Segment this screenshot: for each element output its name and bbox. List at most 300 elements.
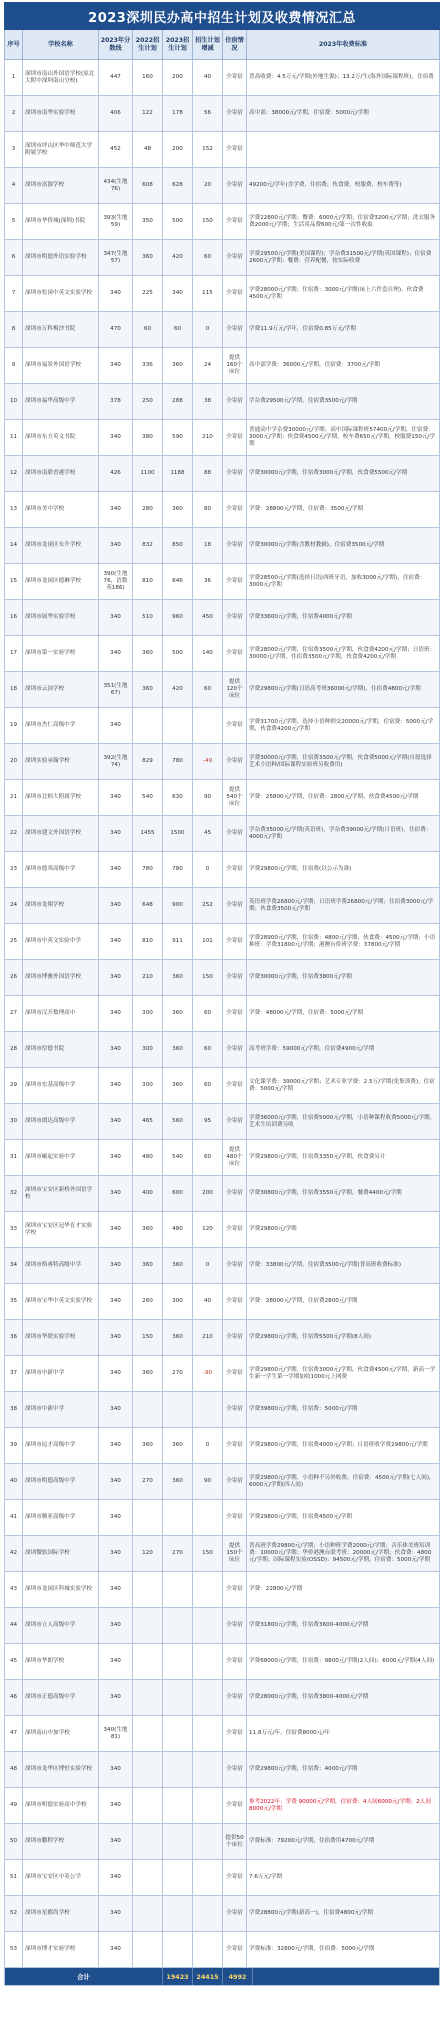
cell-change: 0 bbox=[193, 1428, 223, 1463]
cell-plan-2022: 300 bbox=[133, 996, 163, 1031]
cell-change: 140 bbox=[193, 636, 223, 671]
cell-stay: 全寄宿 bbox=[223, 1392, 247, 1427]
cell-plan-2023: 270 bbox=[163, 1356, 193, 1391]
cell-fee: 普高收费：4.5万元/学期(外地生源)；13.2万/生(海外国际课程班)，住宿费 bbox=[249, 74, 434, 81]
cell-stay: 全寄宿 bbox=[223, 132, 247, 167]
cell-score: 434(生地76) bbox=[99, 168, 133, 203]
cell-score: 406 bbox=[99, 96, 133, 131]
cell-fee: 学费30000元/学期，住宿费3500元/学期，伙食费5000元/学期(自愿选择艺术小语种/国际课程实验班另收费用) bbox=[249, 754, 432, 768]
table-row bbox=[4, 672, 440, 708]
cell-fee: 学费68000元/学期，住宿费：9800元/学期(2人间)；6000元/学期(4人间) bbox=[249, 1658, 435, 1665]
cell-plan-2023: 288 bbox=[163, 384, 193, 419]
cell-no: 28 bbox=[5, 1032, 23, 1067]
table-row bbox=[4, 1932, 440, 1968]
cell-fee: 英语班学费26800元/学期；日语班学费26800元/学期；住宿费3000元/学期；伙食费3500元/学期 bbox=[249, 898, 434, 912]
cell-plan-2022 bbox=[133, 1680, 163, 1715]
cell-fee: 学费36000元/学期，住宿费5000元/学期，小语种课程收费5000元/学期，艺术生培训费另收 bbox=[249, 1114, 436, 1128]
cell-name: 深圳市宝华中英文实验学校 bbox=[23, 1284, 99, 1319]
cell-change: 0 bbox=[193, 1248, 223, 1283]
cell-name: 深圳市宏基高级中学 bbox=[23, 1068, 99, 1103]
table-row bbox=[4, 456, 440, 492]
cell-stay: 全寄宿 bbox=[223, 564, 247, 599]
table-row bbox=[4, 924, 440, 960]
cell-name: 深圳实验承翰学校 bbox=[23, 744, 99, 779]
cell-stay: 全寄宿 bbox=[223, 996, 247, 1031]
header-fee: 2023年收费标准 bbox=[318, 40, 368, 48]
cell-fee: 学费29800元/学期，住宿费5500元/学期(8人间) bbox=[249, 1334, 372, 1341]
cell-stay: 全寄宿 bbox=[223, 276, 247, 311]
cell-fee: 7.6万元/学期 bbox=[249, 1874, 283, 1881]
header-change: 招生计划增减 bbox=[193, 30, 223, 59]
cell-plan-2023: 560 bbox=[163, 1104, 193, 1139]
cell-no: 26 bbox=[5, 960, 23, 995]
cell-change: 150 bbox=[193, 204, 223, 239]
cell-plan-2022: 380 bbox=[133, 420, 163, 455]
cell-change: 36 bbox=[193, 564, 223, 599]
cell-score: 340 bbox=[99, 1464, 133, 1499]
table-row bbox=[4, 708, 440, 744]
cell-change: 120 bbox=[193, 1212, 223, 1247]
cell-plan-2022: 810 bbox=[133, 564, 163, 599]
cell-no: 24 bbox=[5, 888, 23, 923]
cell-plan-2023 bbox=[163, 1680, 193, 1715]
header-name: 学校名称 bbox=[23, 30, 99, 59]
cell-change: 45 bbox=[193, 816, 223, 851]
cell-plan-2022: 360 bbox=[133, 1248, 163, 1283]
cell-plan-2022 bbox=[133, 1500, 163, 1535]
table-row bbox=[4, 1428, 440, 1464]
cell-plan-2022: 270 bbox=[133, 1464, 163, 1499]
table-row bbox=[4, 1248, 440, 1284]
cell-no: 33 bbox=[5, 1212, 23, 1247]
cell-change: 24 bbox=[193, 348, 223, 383]
table-row bbox=[4, 1068, 440, 1104]
cell-score: 340 bbox=[99, 1680, 133, 1715]
cell-change bbox=[193, 1932, 223, 1967]
cell-name: 深圳市明德实验高中学校 bbox=[23, 1788, 99, 1823]
cell-no: 42 bbox=[5, 1536, 23, 1571]
cell-change: 60 bbox=[193, 1140, 223, 1175]
cell-stay: 全寄宿 bbox=[223, 240, 247, 275]
cell-stay: 提供50个床位 bbox=[223, 1824, 247, 1859]
cell-name: 深圳市龙岗区科城实验学校 bbox=[23, 1572, 99, 1607]
cell-plan-2023: 420 bbox=[163, 240, 193, 275]
cell-fee: 学费28000元/学期；住宿费：3000元/学期(床上六件套自理)，伙食费4500元/学期 bbox=[249, 286, 424, 300]
table-row bbox=[4, 1392, 440, 1428]
cell-no: 16 bbox=[5, 600, 23, 635]
cell-fee: 学费：33800元/学期，住宿费3500元/学期(普高班收费标准) bbox=[249, 1262, 402, 1269]
cell-no: 2 bbox=[5, 96, 23, 131]
cell-plan-2022: 360 bbox=[133, 1356, 163, 1391]
cell-name: 深圳市第一实验学校 bbox=[23, 636, 99, 671]
cell-plan-2023: 630 bbox=[163, 780, 193, 815]
cell-name: 深圳市富源学校 bbox=[23, 168, 99, 203]
cell-plan-2022 bbox=[133, 1644, 163, 1679]
cell-plan-2023: 590 bbox=[163, 420, 193, 455]
cell-plan-2023: 500 bbox=[163, 636, 193, 671]
cell-no: 52 bbox=[5, 1896, 23, 1931]
cell-score: 340(生地81) bbox=[99, 1716, 133, 1751]
cell-change: 252 bbox=[193, 888, 223, 923]
cell-stay: 提供160个床位 bbox=[223, 348, 247, 383]
cell-score: 340 bbox=[99, 960, 133, 995]
table-row bbox=[4, 1896, 440, 1932]
cell-fee: 学费31800元/学期，住宿费3600-4000元/学期 bbox=[249, 1622, 369, 1629]
cell-stay: 全寄宿 bbox=[223, 1032, 247, 1067]
cell-no: 45 bbox=[5, 1644, 23, 1679]
cell-plan-2022: 465 bbox=[133, 1104, 163, 1139]
cell-score: 452 bbox=[99, 132, 133, 167]
cell-name: 深圳市展华实验学校 bbox=[23, 600, 99, 635]
cell-no: 35 bbox=[5, 1284, 23, 1319]
cell-plan-2023: 360 bbox=[163, 1428, 193, 1463]
cell-change: 18 bbox=[193, 528, 223, 563]
table-row bbox=[4, 1680, 440, 1716]
cell-fee: 学费29800元/学期，住宿费3000元/学期，伙食费4500元/学期，新高一学生新一学生第一学期加收1000元上网费 bbox=[249, 1366, 436, 1380]
cell-score: 340 bbox=[99, 1644, 133, 1679]
cell-plan-2023: 200 bbox=[163, 60, 193, 95]
cell-plan-2023: 1500 bbox=[163, 816, 193, 851]
cell-plan-2022: 260 bbox=[133, 1284, 163, 1319]
total-2022: 19423 bbox=[163, 1968, 193, 1985]
table-row bbox=[4, 1176, 440, 1212]
cell-plan-2022 bbox=[133, 1392, 163, 1427]
cell-no: 5 bbox=[5, 204, 23, 239]
cell-score: 340 bbox=[99, 528, 133, 563]
table-row bbox=[4, 1572, 440, 1608]
cell-plan-2022 bbox=[133, 1716, 163, 1751]
cell-name: 深圳市德邦高级中学 bbox=[23, 852, 99, 887]
cell-name: 深圳市明德外语实验学校 bbox=[23, 240, 99, 275]
table-row bbox=[4, 204, 440, 240]
cell-fee: 学费：48000元/学期，住宿费：5000元/学期 bbox=[249, 1010, 364, 1017]
table-row bbox=[4, 600, 440, 636]
cell-score: 340 bbox=[99, 1752, 133, 1787]
cell-no: 39 bbox=[5, 1428, 23, 1463]
cell-no: 22 bbox=[5, 816, 23, 851]
cell-stay: 全寄宿 bbox=[223, 96, 247, 131]
cell-score: 340 bbox=[99, 780, 133, 815]
cell-stay: 全寄宿 bbox=[223, 924, 247, 959]
cell-plan-2023: 60 bbox=[163, 312, 193, 347]
table-row bbox=[4, 1104, 440, 1140]
cell-no: 17 bbox=[5, 636, 23, 671]
table-row bbox=[4, 816, 440, 852]
cell-no: 40 bbox=[5, 1464, 23, 1499]
cell-change: 210 bbox=[193, 1320, 223, 1355]
cell-plan-2022: 608 bbox=[133, 168, 163, 203]
cell-name: 深圳市北师大附属学校 bbox=[23, 780, 99, 815]
cell-fee: 高考班学费：59000元/学期，住宿费4900元/学期 bbox=[249, 1046, 375, 1053]
cell-change: 56 bbox=[193, 96, 223, 131]
cell-name: 深圳市格睿特高级中学 bbox=[23, 1248, 99, 1283]
table-row bbox=[4, 564, 440, 600]
cell-fee: 学费29800元/学期，住宿费：4000元/学期 bbox=[249, 1766, 358, 1773]
cell-fee: 学费28800元/学期(新高一)，住宿费4800元/学期 bbox=[249, 1910, 374, 1917]
cell-name: 深圳市建文外国语学校 bbox=[23, 816, 99, 851]
cell-score: 390(生地76，语数英186) bbox=[99, 564, 133, 599]
cell-name: 深圳市杰仁高级中学 bbox=[23, 708, 99, 743]
cell-plan-2022: 510 bbox=[133, 600, 163, 635]
cell-no: 38 bbox=[5, 1392, 23, 1427]
cell-fee: 学费22800元/学期；餐费：6000元/学期；住宿费3200元/学期；洗衣服务费2000元/学期；生活用品费600元/第一次性收取 bbox=[249, 214, 436, 228]
table-row bbox=[4, 1032, 440, 1068]
cell-no: 9 bbox=[5, 348, 23, 383]
cell-stay: 全寄宿 bbox=[223, 1284, 247, 1319]
cell-score: 340 bbox=[99, 420, 133, 455]
table-row bbox=[4, 60, 440, 96]
cell-name: 深圳市正德高级中学 bbox=[23, 1680, 99, 1715]
cell-no: 37 bbox=[5, 1356, 23, 1391]
cell-stay: 全寄宿 bbox=[223, 1896, 247, 1931]
cell-stay: 全寄宿 bbox=[223, 744, 247, 779]
cell-stay: 全寄宿 bbox=[223, 204, 247, 239]
cell-plan-2022: 829 bbox=[133, 744, 163, 779]
cell-stay: 全寄宿 bbox=[223, 1752, 247, 1787]
cell-plan-2023: 178 bbox=[163, 96, 193, 131]
cell-change: 88 bbox=[193, 456, 223, 491]
cell-no: 1 bbox=[5, 60, 23, 95]
cell-fee: 高中部：38000元/学期，住宿费：5000元/学期 bbox=[249, 110, 369, 117]
cell-fee: 普通高中学杂费30000元/学期；高中国际课程班57400元/学期，住宿费：3000元/学期；伙食费4500元/学期，校车费650元/学期，校服费150元/学期 bbox=[249, 427, 436, 447]
cell-score: 340 bbox=[99, 1572, 133, 1607]
cell-plan-2023: 340 bbox=[163, 276, 193, 311]
cell-stay: 全寄宿 bbox=[223, 600, 247, 635]
cell-name: 深圳市腾亚高级中学 bbox=[23, 1500, 99, 1535]
cell-stay: 全寄宿 bbox=[223, 312, 247, 347]
cell-score: 340 bbox=[99, 1176, 133, 1211]
cell-name: 深圳南山中加学校 bbox=[23, 1716, 99, 1751]
table-row bbox=[4, 636, 440, 672]
cell-fee: 学费29800元/学期，住宿费4500元/学期 bbox=[249, 1514, 352, 1521]
cell-no: 6 bbox=[5, 240, 23, 275]
cell-change bbox=[193, 1608, 223, 1643]
cell-stay: 全寄宿 bbox=[223, 1788, 247, 1823]
cell-fee: 学费：28000元/学期，住宿费2800元/学期 bbox=[249, 1298, 358, 1305]
cell-plan-2022 bbox=[133, 1932, 163, 1967]
cell-no: 30 bbox=[5, 1104, 23, 1139]
cell-plan-2023: 1188 bbox=[163, 456, 193, 491]
cell-score: 340 bbox=[99, 1032, 133, 1067]
table-row bbox=[4, 384, 440, 420]
cell-plan-2022: 832 bbox=[133, 528, 163, 563]
cell-plan-2023 bbox=[163, 1644, 193, 1679]
cell-change: 150 bbox=[193, 1536, 223, 1571]
cell-plan-2022: 300 bbox=[133, 1068, 163, 1103]
cell-plan-2023: 360 bbox=[163, 960, 193, 995]
cell-fee: 学费29800元/学期，住宿费4000元/学期；日语班收学费29800元/学期 bbox=[249, 1442, 428, 1449]
cell-plan-2023: 850 bbox=[163, 528, 193, 563]
cell-plan-2022: 48 bbox=[133, 132, 163, 167]
cell-plan-2023: 500 bbox=[163, 204, 193, 239]
cell-plan-2022: 160 bbox=[133, 60, 163, 95]
cell-change bbox=[193, 1572, 223, 1607]
cell-plan-2023: 420 bbox=[163, 672, 193, 707]
cell-score: 351(生地67) bbox=[99, 672, 133, 707]
cell-plan-2023: 911 bbox=[163, 924, 193, 959]
cell-fee: 普高班学费29800元/学期；小语种班学费2000元/学期；音乐体美班培训费：10000元/学期；华侨港澳台联考班：20000元/学期；伙食费：4800元/学期；国际课程实验(OSSD)：94500元/学期，住宿费：5000元/学期 bbox=[249, 1543, 432, 1563]
cell-plan-2023: 360 bbox=[163, 1068, 193, 1103]
cell-change bbox=[193, 1644, 223, 1679]
cell-change bbox=[193, 1788, 223, 1823]
table-row bbox=[4, 1608, 440, 1644]
cell-no: 51 bbox=[5, 1860, 23, 1895]
cell-plan-2023: 846 bbox=[163, 564, 193, 599]
cell-no: 21 bbox=[5, 780, 23, 815]
cell-plan-2023 bbox=[163, 708, 193, 743]
cell-name: 深圳市华联实验学校 bbox=[23, 1320, 99, 1355]
cell-stay: 全寄宿 bbox=[223, 492, 247, 527]
cell-stay: 全寄宿 bbox=[223, 816, 247, 851]
cell-name: 深圳市南华实验学校 bbox=[23, 96, 99, 131]
cell-plan-2023 bbox=[163, 1716, 193, 1751]
table-row bbox=[4, 1752, 440, 1788]
cell-no: 53 bbox=[5, 1932, 23, 1967]
cell-stay: 提供540个床位 bbox=[223, 780, 247, 815]
cell-no: 19 bbox=[5, 708, 23, 743]
cell-fee: 49200元/学年(含学费、住宿费、伙食费、校服费、校车费等) bbox=[249, 182, 402, 189]
cell-change bbox=[193, 708, 223, 743]
table-row bbox=[4, 744, 440, 780]
cell-plan-2022: 400 bbox=[133, 1176, 163, 1211]
cell-stay: 全寄宿 bbox=[223, 636, 247, 671]
cell-plan-2022: 360 bbox=[133, 1428, 163, 1463]
table-row bbox=[4, 996, 440, 1032]
cell-change bbox=[193, 1752, 223, 1787]
cell-stay: 全寄宿 bbox=[223, 528, 247, 563]
cell-change bbox=[193, 1860, 223, 1895]
cell-score: 393(生地59) bbox=[99, 204, 133, 239]
table-row bbox=[4, 132, 440, 168]
cell-score: 340 bbox=[99, 1500, 133, 1535]
cell-no: 12 bbox=[5, 456, 23, 491]
cell-change bbox=[193, 1392, 223, 1427]
cell-name: 深圳市厚德书院 bbox=[23, 1032, 99, 1067]
cell-name: 深圳市华侨城(深圳)书院 bbox=[23, 204, 99, 239]
cell-no: 41 bbox=[5, 1500, 23, 1535]
cell-change: 90 bbox=[193, 1464, 223, 1499]
cell-fee: 学费11.9万元/学年，住宿费0.85万元/学期 bbox=[249, 326, 356, 333]
table-row bbox=[4, 1644, 440, 1680]
cell-score: 340 bbox=[99, 708, 133, 743]
cell-stay: 全寄宿 bbox=[223, 1176, 247, 1211]
cell-fee: 学费33600元/学期，住宿费4000元/学期 bbox=[249, 614, 352, 621]
cell-name: 深圳市昆才高级中学 bbox=[23, 1428, 99, 1463]
cell-stay: 全寄宿 bbox=[223, 1716, 247, 1751]
cell-stay: 全寄宿 bbox=[223, 1860, 247, 1895]
cell-no: 50 bbox=[5, 1824, 23, 1859]
cell-score: 340 bbox=[99, 852, 133, 887]
cell-plan-2022: 360 bbox=[133, 636, 163, 671]
cell-fee: 学费29800元/学期(日语高考班36000元/学期)，住宿费4800元/学期 bbox=[249, 686, 421, 693]
cell-plan-2023: 360 bbox=[163, 1032, 193, 1067]
cell-name: 深圳市龙翔学校 bbox=[23, 888, 99, 923]
cell-change: 38 bbox=[193, 384, 223, 419]
cell-no: 13 bbox=[5, 492, 23, 527]
cell-name: 深圳市中新中学 bbox=[23, 1392, 99, 1427]
cell-name: 深圳市东方英文书院 bbox=[23, 420, 99, 455]
cell-change: 60 bbox=[193, 672, 223, 707]
cell-fee: 学费31700元/学期，选择小语种则交20000元/学期，住宿费：5000元/学期，伙食费4200元/学期 bbox=[249, 718, 434, 732]
cell-plan-2022 bbox=[133, 1896, 163, 1931]
cell-plan-2022 bbox=[133, 1752, 163, 1787]
table-row bbox=[4, 1716, 440, 1752]
cell-change: 60 bbox=[193, 1032, 223, 1067]
cell-plan-2023 bbox=[163, 1608, 193, 1643]
cell-plan-2023 bbox=[163, 1824, 193, 1859]
cell-fee: 学费28500元/学期(选择日语/西班牙语，加收3000元/学期)，住宿费：3000元/学期 bbox=[249, 574, 426, 588]
cell-plan-2023: 300 bbox=[163, 1284, 193, 1319]
cell-fee: 学费30000元/学期，住宿费3000元/学期，伙食费5500元/学期 bbox=[249, 470, 408, 477]
cell-plan-2023 bbox=[163, 1896, 193, 1931]
cell-plan-2022 bbox=[133, 708, 163, 743]
total-change: 4992 bbox=[223, 1968, 253, 1985]
cell-score: 340 bbox=[99, 348, 133, 383]
cell-plan-2022: 360 bbox=[133, 672, 163, 707]
cell-fee: 学费标准：79200元/学期，住宿费用4700元/学期 bbox=[249, 1838, 375, 1845]
cell-name: 深圳市南联香港学校 bbox=[23, 456, 99, 491]
cell-change: 40 bbox=[193, 60, 223, 95]
cell-change: 60 bbox=[193, 240, 223, 275]
cell-no: 7 bbox=[5, 276, 23, 311]
cell-score: 340 bbox=[99, 1788, 133, 1823]
cell-fee: 11.8万元/年，住宿费8000元/年 bbox=[249, 1730, 330, 1737]
cell-plan-2023: 780 bbox=[163, 744, 193, 779]
cell-no: 49 bbox=[5, 1788, 23, 1823]
cell-fee: 文化课学费：39000元/学期；艺术专业学费：2.5万/学期(免集训费)，住宿费：5000元/学期 bbox=[249, 1078, 435, 1092]
cell-change: 450 bbox=[193, 600, 223, 635]
cell-no: 29 bbox=[5, 1068, 23, 1103]
table-row bbox=[4, 852, 440, 888]
cell-score: 340 bbox=[99, 1320, 133, 1355]
cell-change: 20 bbox=[193, 168, 223, 203]
cell-change: 150 bbox=[193, 960, 223, 995]
cell-change bbox=[193, 1680, 223, 1715]
cell-fee: 学费：28800元/学期，住宿费：3500元/学期 bbox=[249, 506, 364, 513]
cell-plan-2022: 360 bbox=[133, 240, 163, 275]
table-row bbox=[4, 420, 440, 456]
header-plan-2022: 2022招生计划 bbox=[133, 30, 163, 59]
cell-stay: 全寄宿 bbox=[223, 1608, 247, 1643]
cell-plan-2023 bbox=[163, 1860, 193, 1895]
cell-plan-2022: 280 bbox=[133, 492, 163, 527]
cell-fee: 学费30000元/学期，住宿费3800元/学期 bbox=[249, 974, 352, 981]
cell-plan-2022: 250 bbox=[133, 384, 163, 419]
cell-plan-2022 bbox=[133, 1788, 163, 1823]
cell-score: 340 bbox=[99, 1356, 133, 1391]
cell-stay: 全寄宿 bbox=[223, 1356, 247, 1391]
cell-change: 40 bbox=[193, 1284, 223, 1319]
table-row bbox=[4, 888, 440, 924]
cell-score: 340 bbox=[99, 1860, 133, 1895]
cell-stay: 全寄宿 bbox=[223, 1068, 247, 1103]
total-2023: 24415 bbox=[193, 1968, 223, 1985]
cell-change: 115 bbox=[193, 276, 223, 311]
cell-score: 340 bbox=[99, 1824, 133, 1859]
cell-no: 25 bbox=[5, 924, 23, 959]
cell-no: 10 bbox=[5, 384, 23, 419]
table-row bbox=[4, 1500, 440, 1536]
cell-name: 深圳市宝安区冠华育才实验学校 bbox=[23, 1212, 99, 1247]
cell-stay: 全寄宿 bbox=[223, 1212, 247, 1247]
cell-no: 27 bbox=[5, 996, 23, 1031]
table-row bbox=[4, 1788, 440, 1824]
cell-stay: 全寄宿 bbox=[223, 1500, 247, 1535]
cell-plan-2023: 600 bbox=[163, 1176, 193, 1211]
cell-name: 深圳市博才实验学校 bbox=[23, 1932, 99, 1967]
cell-score: 447 bbox=[99, 60, 133, 95]
cell-change: 101 bbox=[193, 924, 223, 959]
